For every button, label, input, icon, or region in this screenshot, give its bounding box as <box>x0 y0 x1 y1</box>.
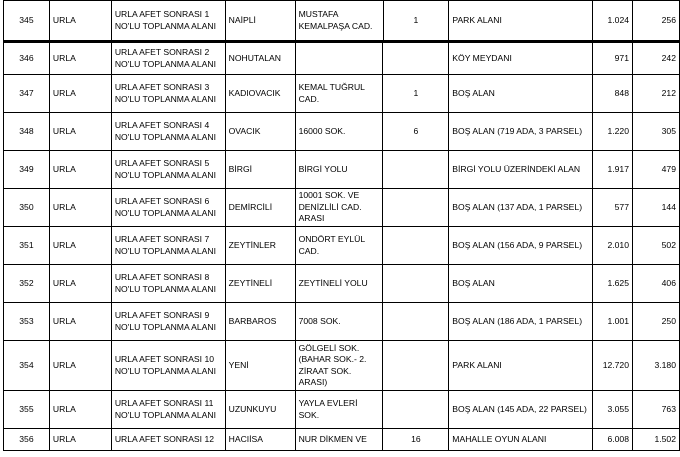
street-line: 10001 SOK. VE <box>298 190 360 201</box>
area-m2-cell: 12.720 <box>593 341 633 391</box>
area-type-cell: BİRGİ YOLU ÜZERİNDEKİ ALAN <box>449 151 593 189</box>
capacity-cell: 1.502 <box>633 429 680 451</box>
mahalle-cell: OVACIK <box>225 113 295 151</box>
area-name-line: URLA AFET SONRASI 6 <box>114 196 210 206</box>
street-line: GÖLGELİ SOK. <box>298 342 360 353</box>
area-type-cell: BOŞ ALAN (137 ADA, 1 PARSEL) <box>449 189 593 227</box>
district-cell: URLA <box>49 227 111 265</box>
street-line: ZİRAAT SOK. ARASI) <box>298 365 352 387</box>
area-name-cell <box>111 113 225 151</box>
row-number: 355 <box>4 391 50 429</box>
area-m2-cell: 848 <box>593 75 633 113</box>
area-name-cell <box>111 341 225 391</box>
mahalle-cell: HACIİSA <box>225 429 295 451</box>
capacity-cell: 305 <box>633 113 680 151</box>
mahalle-cell: UZUNKUYU <box>225 391 295 429</box>
area-name-cell <box>111 75 225 113</box>
area-name-line: URLA AFET SONRASI 3 <box>114 82 210 92</box>
district-cell: URLA <box>49 1 111 41</box>
table-row <box>4 1 680 41</box>
capacity-cell: 250 <box>633 303 680 341</box>
area-m2-cell: 1.001 <box>593 303 633 341</box>
area-type-cell: BOŞ ALAN (719 ADA, 3 PARSEL) <box>449 113 593 151</box>
area-type-cell: PARK ALANI <box>449 1 593 41</box>
area-name-cell <box>111 227 225 265</box>
area-name-line: NO'LU TOPLANMA ALANI <box>114 245 216 256</box>
street-cell: 7008 SOK. <box>295 303 383 341</box>
district-cell: URLA <box>49 75 111 113</box>
mahalle-cell: BARBAROS <box>225 303 295 341</box>
street-cell <box>295 189 383 227</box>
row-number: 354 <box>4 341 50 391</box>
table-row <box>4 429 680 451</box>
street-cell: KEMAL TUĞRUL CAD. <box>295 75 383 113</box>
district-cell: URLA <box>49 265 111 303</box>
area-type-cell: MAHALLE OYUN ALANI <box>449 429 593 451</box>
door-number-cell <box>383 391 449 429</box>
area-m2-cell: 971 <box>593 43 633 75</box>
mahalle-cell: NOHUTALAN <box>225 43 295 75</box>
table-row <box>4 227 680 265</box>
area-name-line: NO'LU TOPLANMA ALANI <box>114 93 216 104</box>
row-number: 350 <box>4 189 50 227</box>
area-name-line: URLA AFET SONRASI 4 <box>114 120 210 130</box>
area-name-line: URLA AFET SONRASI 5 <box>114 158 210 168</box>
capacity-cell: 212 <box>633 75 680 113</box>
area-type-cell: BOŞ ALAN (156 ADA, 9 PARSEL) <box>449 227 593 265</box>
row-number: 356 <box>4 429 50 451</box>
area-name-line: URLA AFET SONRASI 8 <box>114 272 210 282</box>
district-cell: URLA <box>49 189 111 227</box>
capacity-cell: 256 <box>633 1 680 41</box>
table-row <box>4 341 680 391</box>
door-number-cell <box>383 303 449 341</box>
mahalle-cell: DEMİRCİLİ <box>225 189 295 227</box>
area-name-line: NO'LU TOPLANMA ALANI <box>114 58 216 69</box>
area-name-cell <box>111 1 225 41</box>
area-m2-cell: 1.024 <box>593 1 633 41</box>
door-number-cell <box>383 341 449 391</box>
area-name-cell <box>111 265 225 303</box>
area-name-line: NO'LU TOPLANMA ALANI <box>114 207 216 218</box>
area-name-line: NO'LU TOPLANMA ALANI <box>114 321 216 332</box>
mahalle-cell: ZEYTİNELİ <box>225 265 295 303</box>
area-name-line: URLA AFET SONRASI 7 <box>114 234 210 244</box>
area-m2-cell: 1.917 <box>593 151 633 189</box>
capacity-cell: 3.180 <box>633 341 680 391</box>
district-cell: URLA <box>49 43 111 75</box>
capacity-cell: 763 <box>633 391 680 429</box>
district-cell: URLA <box>49 151 111 189</box>
capacity-cell: 242 <box>633 43 680 75</box>
mahalle-cell: KADIOVACIK <box>225 75 295 113</box>
area-m2-cell: 3.055 <box>593 391 633 429</box>
mahalle-cell: BİRGİ <box>225 151 295 189</box>
row-number: 351 <box>4 227 50 265</box>
area-m2-cell: 1.220 <box>593 113 633 151</box>
street-cell: ZEYTİNELİ YOLU <box>295 265 383 303</box>
area-type-cell: BOŞ ALAN <box>449 265 593 303</box>
area-name-line: URLA AFET SONRASI 1 <box>114 9 210 19</box>
capacity-cell: 479 <box>633 151 680 189</box>
area-name-line: URLA AFET SONRASI 2 <box>114 47 210 57</box>
table-row <box>4 43 680 75</box>
street-cell: NUR DİKMEN VE <box>295 429 383 451</box>
district-cell: URLA <box>49 113 111 151</box>
door-number-cell: 16 <box>383 429 449 451</box>
table-row <box>4 303 680 341</box>
area-name-line: URLA AFET SONRASI 11 <box>114 398 214 408</box>
mahalle-cell: ZEYTİNLER <box>225 227 295 265</box>
area-name-line: NO'LU TOPLANMA ALANI <box>114 169 216 180</box>
street-cell: YAYLA EVLERİ SOK. <box>295 391 383 429</box>
area-name-line: NO'LU TOPLANMA ALANI <box>114 20 216 31</box>
door-number-cell <box>383 265 449 303</box>
area-m2-cell: 6.008 <box>593 429 633 451</box>
assembly-area-table-top <box>3 0 680 41</box>
area-type-cell: BOŞ ALAN <box>449 75 593 113</box>
street-line: DENİZLİLİ CAD. ARASI <box>298 201 362 224</box>
street-cell: 16000 SOK. <box>295 113 383 151</box>
row-number: 347 <box>4 75 50 113</box>
street-cell <box>295 1 383 41</box>
mahalle-cell: NAİPLİ <box>225 1 295 41</box>
row-number: 348 <box>4 113 50 151</box>
door-number-cell: 6 <box>383 113 449 151</box>
door-number-cell <box>383 227 449 265</box>
row-number: 352 <box>4 265 50 303</box>
capacity-cell: 406 <box>633 265 680 303</box>
row-number: 349 <box>4 151 50 189</box>
area-type-cell: PARK ALANI <box>449 341 593 391</box>
area-m2-cell: 2.010 <box>593 227 633 265</box>
district-cell: URLA <box>49 303 111 341</box>
capacity-cell: 144 <box>633 189 680 227</box>
row-number: 345 <box>4 1 50 41</box>
area-name-cell <box>111 189 225 227</box>
table-row <box>4 189 680 227</box>
street-cell <box>295 43 383 75</box>
area-name-line: NO'LU TOPLANMA ALANI <box>114 131 216 142</box>
table-row <box>4 113 680 151</box>
door-number-cell <box>383 43 449 75</box>
district-cell: URLA <box>49 429 111 451</box>
table-row <box>4 75 680 113</box>
street-line: KEMALPAŞA CAD. <box>298 20 373 31</box>
table-row <box>4 265 680 303</box>
area-name-line: NO'LU TOPLANMA ALANI <box>114 365 216 376</box>
table-row <box>4 151 680 189</box>
area-name-cell: URLA AFET SONRASI 12 <box>111 429 225 451</box>
row-number: 346 <box>4 43 50 75</box>
door-number-cell: 1 <box>383 75 449 113</box>
door-number-cell: 1 <box>383 1 449 41</box>
row-number: 353 <box>4 303 50 341</box>
district-cell: URLA <box>49 391 111 429</box>
area-type-cell: BOŞ ALAN (186 ADA, 1 PARSEL) <box>449 303 593 341</box>
district-cell: URLA <box>49 341 111 391</box>
door-number-cell <box>383 151 449 189</box>
area-m2-cell: 577 <box>593 189 633 227</box>
street-cell: ONDÖRT EYLÜL CAD. <box>295 227 383 265</box>
capacity-cell: 502 <box>633 227 680 265</box>
area-name-line: URLA AFET SONRASI 9 <box>114 310 210 320</box>
area-name-line: NO'LU TOPLANMA ALANI <box>114 283 216 294</box>
area-name-cell <box>111 391 225 429</box>
door-number-cell <box>383 189 449 227</box>
table-row <box>4 391 680 429</box>
area-m2-cell: 1.625 <box>593 265 633 303</box>
area-type-cell: KÖY MEYDANI <box>449 43 593 75</box>
area-name-cell <box>111 303 225 341</box>
area-name-line: NO'LU TOPLANMA ALANI <box>114 409 216 420</box>
area-name-cell <box>111 151 225 189</box>
street-line: MUSTAFA <box>298 9 339 19</box>
assembly-area-table <box>3 42 680 451</box>
area-name-line: URLA AFET SONRASI 10 <box>114 354 214 364</box>
mahalle-cell: YENİ <box>225 341 295 391</box>
area-name-cell <box>111 43 225 75</box>
street-cell <box>295 341 383 391</box>
street-line: (BAHAR SOK.- 2. <box>298 354 367 364</box>
street-cell: BİRGİ YOLU <box>295 151 383 189</box>
area-type-cell: BOŞ ALAN (145 ADA, 22 PARSEL) <box>449 391 593 429</box>
